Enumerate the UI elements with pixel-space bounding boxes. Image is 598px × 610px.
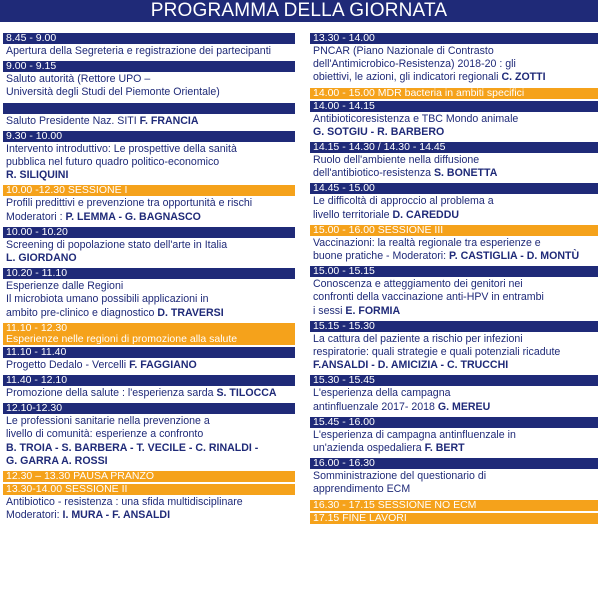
time-bar: 9.30 - 10.00	[3, 131, 295, 142]
speaker-name: S. TILOCCA	[216, 387, 277, 400]
agenda-text-line	[6, 359, 295, 372]
agenda-text: antinfluenzale 2017- 2018	[313, 400, 438, 413]
agenda-item	[310, 153, 598, 181]
speaker-name: I. MURA - F. ANSALDI	[62, 509, 171, 522]
agenda-text: Vaccinazioni: la realtà regionale tra esperienze e	[313, 236, 541, 249]
agenda-item	[310, 332, 598, 374]
time-bar: 15.30 - 15.45	[310, 375, 598, 386]
agenda-text-line	[313, 442, 598, 455]
agenda-text: un'azienda ospedaliera	[313, 442, 425, 455]
agenda-text-line	[6, 496, 295, 509]
agenda-text: L'esperienza della campagna	[313, 387, 451, 400]
agenda-text-line	[6, 280, 295, 293]
agenda-text: Esperienze dalle Regioni	[6, 280, 124, 293]
time-bar: 10.20 - 11.10	[3, 268, 295, 279]
agenda-text-line	[6, 73, 295, 86]
agenda-text: Apertura della Segreteria e registrazione dei partecipanti	[6, 45, 271, 57]
agenda-text: Le professioni sanitarie nella prevenzione a	[6, 415, 210, 428]
agenda-text: ambito pre-clinico e diagnostico	[6, 306, 158, 319]
agenda-item	[310, 112, 598, 140]
agenda-text: La cattura del paziente a rischio per infezioni	[313, 332, 523, 345]
agenda-text-line	[6, 197, 295, 210]
agenda-text: Saluto Presidente Naz. SITI	[6, 114, 140, 127]
time-bar: 9.00 - 9.15	[3, 61, 295, 72]
agenda-text: Screening di popolazione stato dell'arte in Italia	[6, 238, 228, 251]
speaker-name: G. MEREU	[437, 400, 491, 413]
agenda-text-line	[6, 387, 295, 400]
time-bar: 13.30 - 14.00	[310, 33, 598, 44]
speaker-name: F. FAGGIANO	[129, 358, 197, 371]
agenda-text-line	[6, 428, 295, 441]
agenda-item	[310, 236, 598, 264]
agenda-text-line	[6, 509, 295, 522]
agenda-text-line	[313, 401, 598, 414]
speaker-name: G. GARRA A. ROSSI	[6, 454, 108, 467]
agenda-text-line	[313, 278, 598, 291]
agenda-item	[310, 277, 598, 319]
agenda-text: Saluto autorità (Rettore UPO –	[6, 73, 151, 86]
agenda-text: Il microbiota umano possibili applicazioni in	[6, 293, 209, 306]
time-bar: 10.00 -12.30 SESSIONE I	[3, 185, 295, 196]
time-bar: 17.15 FINE LAVORI	[310, 513, 598, 524]
speaker-name: P. CASTIGLIA - D. MONTÙ	[449, 250, 580, 263]
agenda-text-line	[313, 429, 598, 442]
agenda-text-line	[6, 86, 295, 99]
agenda-text: Progetto Dedalo - Vercelli	[6, 358, 130, 371]
agenda-item	[310, 428, 598, 456]
speaker-name: F. FRANCIA	[139, 114, 199, 127]
agenda-text-line	[313, 291, 598, 304]
speaker-name: G. SOTGIU - R. BARBERO	[313, 125, 445, 138]
speaker-name: P. LEMMA - G. BAGNASCO	[65, 210, 201, 223]
speaker-name: D. CAREDDU	[392, 208, 459, 221]
time-bar: 8.45 - 9.00	[3, 33, 295, 44]
agenda-text-line	[313, 58, 598, 71]
agenda-text-line	[313, 209, 598, 222]
agenda-text: L'esperienza di campagna antinfluenzale in	[313, 428, 516, 441]
time-bar: 15.15 - 15.30	[310, 321, 598, 332]
agenda-item	[310, 194, 598, 222]
agenda-text: i sessi	[313, 304, 346, 317]
agenda-text: pubblica nel futuro quadro politico-economico	[6, 156, 220, 169]
time-bar: 12.30 – 13.30 PAUSA PRANZO	[3, 471, 295, 482]
agenda-text-line	[313, 154, 598, 167]
agenda-text: respiratorie: quali strategie e quali potenziali ricadute	[313, 346, 561, 359]
speaker-name: F.ANSALDI - D. AMICIZIA - C. TRUCCHI	[313, 359, 509, 372]
time-bar: 16.00 - 16.30	[310, 458, 598, 469]
time-bar: 11.40 - 12.10	[3, 375, 295, 386]
time-bar: 11.10 - 11.40	[3, 347, 295, 358]
agenda-text: Le difficoltà di approccio al problema a	[313, 195, 494, 208]
agenda-text-line	[6, 293, 295, 306]
time-bar: 15.00 - 16.00 SESSIONE III	[310, 225, 598, 236]
speaker-name: S. BONETTA	[433, 167, 498, 180]
agenda-text-line	[6, 156, 295, 169]
time-bar: 15.00 - 15.15	[310, 266, 598, 277]
agenda-text-line	[6, 143, 295, 156]
agenda-text-line	[313, 346, 598, 359]
session-subtitle-bar: Esperienze nelle regioni di promozione alla salute	[3, 334, 295, 345]
speaker-name: C. ZOTTI	[501, 71, 546, 84]
time-bar: 14.00 - 14.15	[310, 101, 598, 112]
agenda-text: dell'Antimicrobico-Resistenza) 2018-20 : gli	[313, 58, 516, 71]
agenda-text: dell'antibiotico-resistenza	[313, 167, 434, 180]
agenda-item	[3, 358, 295, 373]
agenda-text-line	[6, 211, 295, 224]
speaker-name: L. GIORDANO	[6, 252, 77, 265]
agenda-item	[3, 238, 295, 266]
agenda-item	[3, 414, 295, 469]
agenda-item	[310, 44, 598, 86]
agenda-text: Moderatori:	[6, 509, 63, 522]
time-bar: 14.15 - 14.30 / 14.30 - 14.45	[310, 142, 598, 153]
agenda-item	[310, 469, 598, 497]
left-column	[3, 31, 295, 523]
agenda-text-line	[313, 250, 598, 263]
right-column	[310, 31, 598, 524]
agenda-text: livello di comunità: esperienze a confronto	[6, 428, 204, 441]
agenda-text-line	[313, 305, 598, 318]
agenda-text: Intervento introduttivo: Le prospettive della sanità	[6, 142, 237, 155]
time-bar: 12.10-12.30	[3, 403, 295, 414]
agenda-text: Antibioticoresistenza e TBC Mondo animale	[313, 112, 519, 125]
agenda-text-line	[313, 470, 598, 483]
agenda-text: Ruolo dell'ambiente nella diffusione	[313, 154, 480, 167]
time-bar: 16.30 - 17.15 SESSIONE NO ECM	[310, 500, 598, 511]
speaker-name: D. TRAVERSI	[157, 306, 224, 319]
agenda-text-line	[313, 167, 598, 180]
agenda-text: obiettivi, le azioni, gli indicatori regionali	[313, 71, 502, 84]
agenda-text-line	[313, 113, 598, 126]
agenda-text-line	[6, 415, 295, 428]
speaker-name: F. BERT	[424, 442, 465, 455]
agenda-text: livello territoriale	[313, 208, 393, 221]
agenda-text-line	[313, 71, 598, 84]
agenda-text-line	[313, 333, 598, 346]
time-bar: 15.45 - 16.00	[310, 417, 598, 428]
agenda-text-line	[313, 483, 598, 496]
agenda-text: confronti della vaccinazione anti-HPV in entrambi	[313, 291, 544, 304]
agenda-text: Somministrazione del questionario di	[313, 470, 487, 483]
agenda-item	[3, 44, 295, 59]
time-bar: 14.45 - 15.00	[310, 183, 598, 194]
time-bar: 10.00 - 10.20	[3, 227, 295, 238]
agenda-text: Università degli Studi del Piemonte Orientale)	[6, 86, 220, 99]
agenda-text: apprendimento ECM	[313, 483, 411, 496]
agenda-text-line	[6, 307, 295, 320]
agenda-text: Profili predittivi e prevenzione tra opportunità e rischi	[6, 197, 253, 210]
agenda-item	[3, 386, 295, 401]
time-bar	[3, 103, 295, 114]
agenda-text-line	[6, 115, 295, 128]
speaker-name: E. FORMIA	[345, 304, 401, 317]
speaker-name: R. SILIQUINI	[6, 169, 69, 182]
time-bar: 14.00 - 15.00 MDR bacteria in ambiti specifici	[310, 88, 598, 99]
agenda-text-line	[313, 387, 598, 400]
agenda-text-line	[6, 45, 295, 58]
agenda-text: Antibiotico - resistenza : una sfida multidisciplinare	[6, 496, 243, 509]
page-title: PROGRAMMA DELLA GIORNATA	[0, 0, 598, 22]
time-bar: 11.10 - 12.30	[3, 323, 295, 334]
agenda-text: Moderatori :	[6, 210, 66, 223]
agenda-item	[3, 196, 295, 224]
speaker-name: B. TROIA - S. BARBERA - T. VECILE - C. RINALDI -	[6, 441, 259, 454]
agenda-text: Promozione della salute : l'esperienza sarda	[6, 387, 217, 400]
agenda-item	[3, 72, 295, 100]
time-bar: 13.30-14.00 SESSIONE II	[3, 484, 295, 495]
agenda-item	[3, 142, 295, 184]
agenda-item	[3, 279, 295, 321]
agenda-item	[3, 114, 295, 129]
agenda-item	[310, 386, 598, 414]
agenda-text-line	[313, 195, 598, 208]
agenda-text-line	[6, 239, 295, 252]
agenda-text: PNCAR (Piano Nazionale di Contrasto	[313, 45, 494, 57]
agenda-text: Conoscenza e atteggiamento dei genitori nei	[313, 278, 523, 291]
agenda-text-line	[313, 237, 598, 250]
agenda-text: buone pratiche - Moderatori:	[313, 250, 450, 263]
agenda-text-line	[313, 45, 598, 58]
agenda-item	[3, 495, 295, 523]
